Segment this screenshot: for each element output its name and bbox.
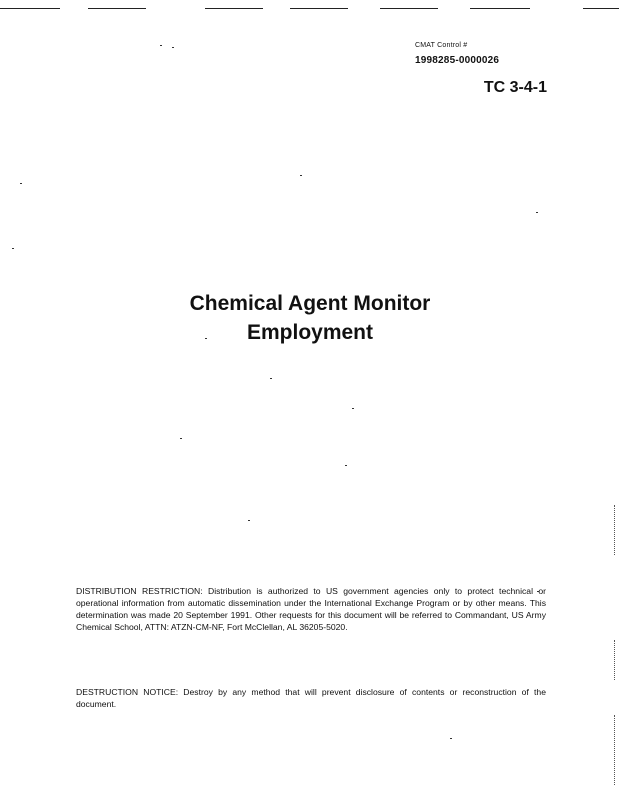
- scan-edge-line: [88, 8, 146, 9]
- distribution-restriction-notice: DISTRIBUTION RESTRICTION: Distribution is authorized to US government agencies only to protect technical or operational information from automatic dissemination under the International Exchange Program or by other means. This determination was made 20 September 1991. Other requests for this document will be referred to Commandant, US Army Chemical School, ATTN: ATZN-CM-NF, Fort McClellan, AL 36205-5020.: [76, 586, 546, 632]
- document-title: [0, 289, 620, 347]
- scan-edge-dots: [614, 715, 616, 785]
- scan-speck: [270, 378, 272, 379]
- scan-speck: [20, 183, 22, 184]
- scan-speck: [345, 465, 347, 466]
- scan-edge-dots: [614, 505, 616, 555]
- scan-edge-line: [205, 8, 263, 9]
- cmat-control-label: CMAT Control #: [415, 42, 468, 49]
- title-line-1: Chemical Agent Monitor: [189, 292, 431, 315]
- scan-speck: [160, 45, 162, 46]
- scan-edge-line: [290, 8, 348, 9]
- scan-speck: [172, 47, 174, 48]
- scan-edge-line: [380, 8, 438, 9]
- title-line-2: Employment: [246, 321, 374, 344]
- destruction-notice: DESTRUCTION NOTICE: Destroy by any method that will prevent disclosure of contents or reconstruction of the document.: [76, 687, 546, 709]
- scan-edge-line: [0, 8, 60, 9]
- scan-speck: [180, 438, 182, 439]
- scan-edge-dots: [614, 640, 616, 680]
- scan-edge-line: [470, 8, 530, 9]
- scan-edge-line: [583, 8, 619, 9]
- scan-speck: [300, 175, 302, 176]
- scan-speck: [248, 520, 250, 521]
- scan-speck: [12, 248, 14, 249]
- document-number: TC 3-4-1: [483, 79, 547, 96]
- scan-speck: [352, 408, 354, 409]
- scan-speck: [450, 738, 452, 739]
- scan-speck: [536, 212, 538, 213]
- cmat-control-number: 1998285-0000026: [415, 55, 500, 66]
